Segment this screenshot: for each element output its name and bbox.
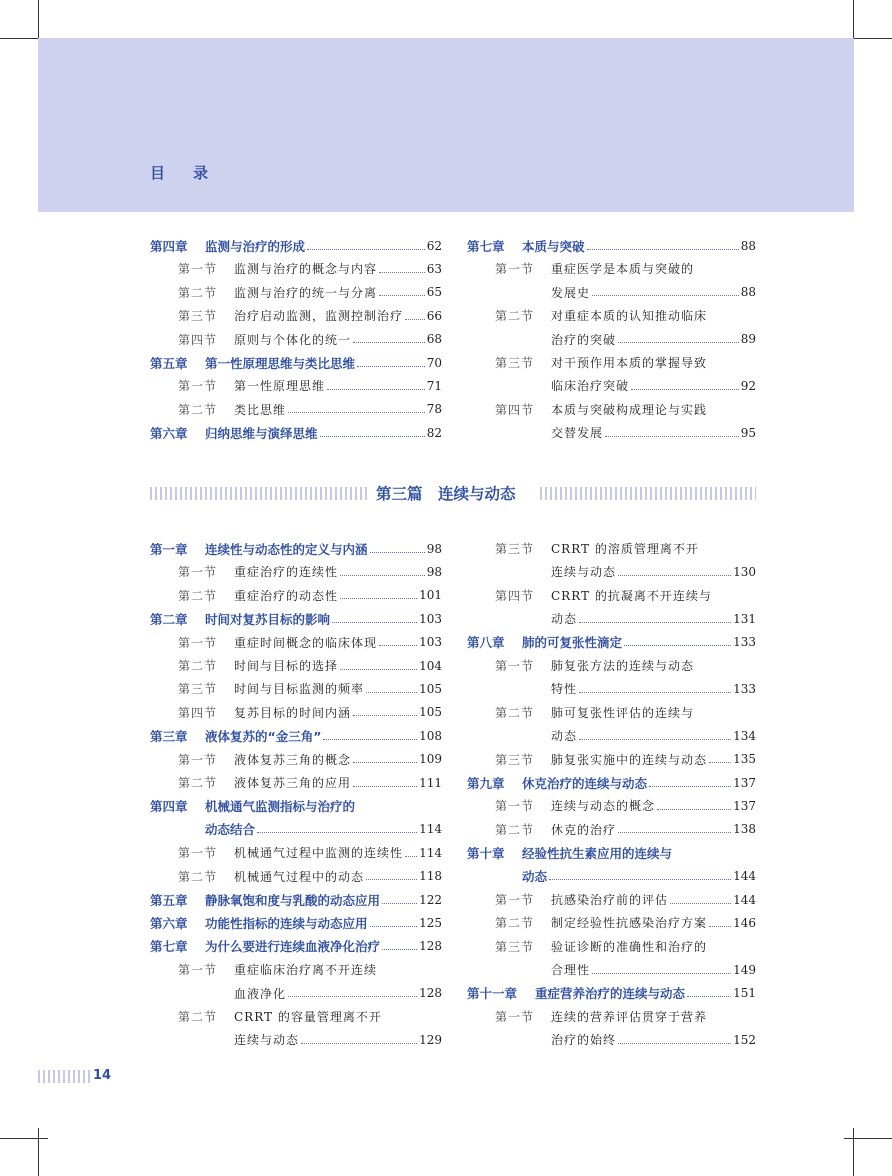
dot-leader (618, 831, 731, 833)
toc-text: 功能性指标的连续与动态应用 (205, 915, 368, 931)
page-ref: 109 (419, 752, 442, 767)
toc-label: 第八章 (467, 635, 505, 651)
toc-entry[interactable] (551, 421, 756, 444)
toc-text: 监测与治疗的概念与内容 (234, 262, 378, 277)
title-char: 目 (150, 164, 166, 182)
toc-label: 第五章 (150, 355, 188, 371)
toc-text: 静脉氧饱和度与乳酸的动态应用 (205, 892, 381, 908)
title-char: 录 (193, 164, 209, 182)
page-ref: 133 (733, 635, 756, 650)
toc-label: 第二节 (178, 1010, 218, 1024)
toc-entry[interactable] (522, 865, 756, 888)
toc-entry[interactable] (205, 818, 442, 841)
toc-entry[interactable] (551, 677, 756, 700)
part-heading (150, 480, 756, 506)
toc-entry[interactable] (178, 398, 442, 421)
page-ref: 88 (740, 285, 756, 300)
page-ref: 103 (419, 611, 442, 626)
toc-entry[interactable] (467, 234, 756, 257)
page-ref: 134 (733, 728, 756, 743)
toc-text: 液体复苏的“金三角” (205, 728, 322, 744)
dot-leader (353, 761, 417, 763)
toc-text: 为什么要进行连续血液净化治疗 (205, 939, 381, 955)
toc-text: 临床治疗突破 (551, 379, 630, 394)
dot-leader (288, 995, 417, 997)
toc-label: 第十章 (467, 845, 505, 861)
toc-entry[interactable] (178, 654, 442, 677)
toc-label: 第十一章 (467, 986, 518, 1002)
page-ref: 149 (733, 962, 756, 977)
toc-entry[interactable] (150, 724, 442, 747)
toc-label: 第四节 (495, 588, 535, 603)
toc-entry[interactable] (495, 818, 756, 841)
dot-leader (579, 738, 731, 740)
toc-entry[interactable] (495, 911, 756, 934)
page-ref: 152 (733, 1032, 756, 1047)
toc-entry[interactable] (467, 982, 756, 1005)
toc-text: 动态结合 (205, 822, 256, 838)
toc-label: 第五章 (150, 892, 188, 908)
crop-mark (0, 1138, 48, 1139)
toc-text: 连续与动态 (234, 1033, 300, 1048)
page-ref: 138 (733, 822, 756, 837)
dot-leader (618, 341, 739, 343)
toc-label: 第一节 (178, 262, 218, 277)
dot-leader (579, 621, 731, 623)
toc-entry[interactable] (150, 794, 442, 817)
toc-text: 监测与治疗的统一与分离 (234, 285, 378, 300)
page-ref: 130 (733, 564, 756, 579)
toc-entry[interactable] (150, 351, 442, 374)
toc-text: 原则与个体化的统一 (234, 332, 352, 347)
dot-leader (288, 411, 425, 413)
toc-text: 特性 (551, 682, 578, 697)
toc-text: CRRT 的抗凝离不开连续与 (551, 588, 712, 603)
toc-text: 肺的可复张性滴定 (522, 635, 623, 651)
dot-leader (587, 248, 739, 250)
page-ref: 82 (426, 425, 442, 440)
dot-leader (366, 878, 417, 880)
toc-label: 第二节 (495, 916, 535, 931)
toc-text: 交替发展 (551, 426, 604, 441)
toc-label: 第二节 (178, 776, 218, 790)
toc-label: 第一章 (150, 541, 188, 557)
page-ref: 128 (419, 939, 442, 954)
toc-entry[interactable] (551, 958, 756, 981)
dot-leader (605, 435, 739, 437)
toc-text: 重症营养治疗的连续与动态 (535, 986, 686, 1002)
page-title (150, 162, 208, 183)
toc-label: 第七章 (467, 238, 505, 254)
toc-entry[interactable] (234, 1028, 442, 1051)
toc-label: 第一节 (495, 1010, 535, 1024)
toc-text: 重症医学是本质与突破的 (551, 262, 695, 277)
toc-text: 液体复苏三角的应用 (234, 776, 352, 790)
toc-text: CRRT 的容量管理离不开 (234, 1010, 382, 1024)
toc-entry[interactable] (150, 607, 442, 630)
page-ref: 114 (419, 845, 442, 860)
dot-leader (370, 551, 425, 553)
toc-text: 时间与目标的选择 (234, 659, 339, 673)
toc-label: 第七章 (150, 939, 188, 955)
toc-text: 重症时间概念的临床体现 (234, 635, 378, 650)
toc-entry[interactable] (234, 982, 442, 1005)
toc-text: 血液净化 (234, 986, 287, 1001)
toc-entry[interactable] (495, 654, 756, 677)
toc-text: 治疗的突破 (551, 332, 617, 347)
toc-entry[interactable] (551, 328, 756, 351)
toc-entry[interactable] (178, 1005, 442, 1028)
toc-entry[interactable] (495, 398, 756, 421)
toc-label: 第二节 (178, 285, 218, 300)
toc-text: 合理性 (551, 963, 591, 978)
toc-label: 第三节 (495, 542, 535, 556)
toc-label: 第四章 (150, 798, 188, 814)
toc-label: 第三节 (495, 939, 535, 954)
toc-text: 连续性与动态性的定义与内涵 (205, 541, 368, 557)
toc-label: 第一节 (495, 659, 535, 673)
page-ref: 70 (426, 355, 442, 370)
toc-label: 第三节 (178, 682, 218, 697)
dot-leader (379, 644, 417, 646)
page-ref: 144 (733, 869, 756, 884)
page-ref: 125 (419, 915, 442, 930)
toc-entry[interactable] (178, 304, 442, 327)
toc-text: 抗感染治疗前的评估 (551, 893, 669, 907)
toc-text: 发展史 (551, 285, 591, 300)
page-ref: 105 (419, 681, 442, 696)
page-ref: 105 (419, 705, 442, 720)
toc-label: 第九章 (467, 775, 505, 791)
crop-mark (853, 1128, 854, 1176)
dot-leader (340, 574, 425, 576)
page-ref: 68 (426, 332, 442, 347)
toc-label: 第一节 (495, 262, 535, 277)
page-ref: 62 (426, 238, 442, 253)
page-ref: 118 (419, 869, 442, 884)
dot-leader (370, 925, 418, 927)
page-ref: 144 (733, 892, 756, 907)
toc-label: 第六章 (150, 425, 188, 441)
dot-leader (657, 808, 731, 810)
page-ref: 98 (426, 564, 442, 579)
dot-leader (382, 902, 417, 904)
toc-label: 第一节 (178, 565, 218, 580)
toc-entry[interactable] (178, 257, 442, 280)
dot-leader (405, 855, 417, 857)
page-ref: 92 (740, 378, 756, 393)
toc-label: 第二节 (178, 402, 218, 417)
toc-text: 本质与突破构成理论与实践 (551, 402, 708, 417)
toc-entry[interactable] (551, 374, 756, 397)
part-title: 第三篇 连续与动态 (376, 485, 516, 503)
page-ref: 108 (419, 728, 442, 743)
dot-leader (320, 435, 425, 437)
dot-leader (687, 995, 731, 997)
toc-label: 第三章 (150, 728, 188, 744)
toc-entry[interactable] (178, 701, 442, 724)
header-band (38, 38, 854, 212)
page-ref: 128 (419, 986, 442, 1001)
toc-label: 第四节 (495, 402, 535, 417)
toc-label: 第四节 (178, 705, 218, 720)
toc-text: 类比思维 (234, 402, 287, 417)
toc-text: 动态 (522, 869, 548, 885)
dot-leader (379, 294, 425, 296)
toc-text: 动态 (551, 729, 578, 744)
toc-text: 连续与动态 (551, 565, 617, 580)
toc-entry[interactable] (495, 257, 756, 280)
page-ref: 133 (733, 681, 756, 696)
toc-entry[interactable] (495, 304, 756, 327)
page-ref: 88 (740, 238, 756, 253)
toc-text: 重症临床治疗离不开连续 (234, 963, 378, 978)
toc-entry[interactable] (467, 771, 756, 794)
toc-label: 第二节 (495, 309, 535, 324)
dot-leader (618, 1042, 731, 1044)
toc-label: 第四章 (150, 238, 188, 254)
page-ref: 89 (740, 332, 756, 347)
toc-text: 治疗启动监测，监测控制治疗 (234, 309, 404, 324)
dot-leader (670, 902, 731, 904)
toc-label: 第二节 (178, 659, 218, 673)
toc-label: 第一节 (178, 846, 218, 861)
toc-entry[interactable] (150, 421, 442, 444)
page-ref: 114 (419, 822, 442, 837)
dot-leader (618, 574, 731, 576)
toc-entry[interactable] (495, 537, 756, 560)
dot-leader (257, 831, 417, 833)
toc-text: 机械通气过程中的动态 (234, 869, 365, 884)
toc-text: CRRT 的溶质管理离不开 (551, 542, 699, 556)
toc-text: 制定经验性抗感染治疗方案 (551, 916, 708, 931)
dot-leader (353, 714, 417, 716)
dot-leader (340, 668, 417, 670)
dot-leader (579, 691, 731, 693)
toc-entry[interactable] (178, 584, 442, 607)
toc-text: 时间与目标监测的频率 (234, 682, 365, 697)
dot-leader (366, 691, 417, 693)
toc-entry[interactable] (495, 1005, 756, 1028)
toc-text: 第一性原理思维 (234, 379, 326, 394)
toc-text: 本质与突破 (522, 238, 585, 254)
toc-text: 动态 (551, 612, 578, 627)
decor-stripes (150, 487, 368, 500)
dot-leader (709, 925, 731, 927)
dot-leader (327, 388, 425, 390)
toc-entry[interactable] (467, 841, 756, 864)
page-ref: 151 (733, 986, 756, 1001)
toc-label: 第四节 (178, 332, 218, 347)
toc-entry[interactable] (551, 1028, 756, 1051)
toc-text: 归纳思维与演绎思维 (205, 425, 318, 441)
toc-entry[interactable] (150, 888, 442, 911)
toc-label: 第一节 (178, 635, 218, 650)
toc-entry[interactable] (150, 935, 442, 958)
dot-leader (323, 738, 417, 740)
toc-text: 肺复张实施中的连续与动态 (551, 752, 708, 767)
toc-text: 连续与动态的概念 (551, 799, 656, 814)
toc-entry[interactable] (495, 351, 756, 374)
toc-label: 第一节 (495, 893, 535, 907)
toc-entry[interactable] (178, 748, 442, 771)
toc-entry[interactable] (150, 234, 442, 257)
toc-text: 机械通气监测指标与治疗的 (205, 798, 356, 814)
toc-label: 第二节 (495, 822, 535, 837)
toc-text: 对干预作用本质的掌握导致 (551, 356, 708, 370)
toc-text: 重症治疗的连续性 (234, 565, 339, 580)
toc-label: 第二节 (178, 869, 218, 884)
toc-text: 休克治疗的连续与动态 (522, 775, 648, 791)
toc-text: 连续的营养评估贯穿于营养 (551, 1010, 708, 1024)
dot-leader (332, 621, 417, 623)
toc-text: 经验性抗生素应用的连续与 (522, 845, 673, 861)
page-ref: 66 (426, 308, 442, 323)
page-ref: 78 (426, 402, 442, 417)
dot-leader (624, 644, 731, 646)
toc-label: 第二章 (150, 611, 188, 627)
toc-label: 第六章 (150, 915, 188, 931)
toc-label: 第三节 (495, 356, 535, 370)
dot-leader (382, 948, 417, 950)
toc-entry[interactable] (551, 560, 756, 583)
toc-entry[interactable] (495, 794, 756, 817)
toc-text: 休克的治疗 (551, 822, 617, 837)
page-ref: 103 (419, 635, 442, 650)
toc-text: 肺复张方法的连续与动态 (551, 659, 695, 673)
toc-entry[interactable] (495, 935, 756, 958)
crop-mark (38, 1128, 39, 1176)
page-ref: 101 (419, 588, 442, 603)
page-ref: 122 (419, 892, 442, 907)
toc-text: 监测与治疗的形成 (205, 238, 306, 254)
toc-label: 第一节 (178, 963, 218, 978)
toc-text: 重症治疗的动态性 (234, 588, 339, 603)
footer-stripes (38, 1070, 90, 1083)
toc-entry[interactable] (467, 631, 756, 654)
page-number: 14 (93, 1068, 112, 1083)
dot-leader (592, 972, 731, 974)
page-ref: 98 (426, 541, 442, 556)
toc-label: 第三节 (178, 309, 218, 324)
page-ref: 63 (426, 261, 442, 276)
toc-entry[interactable] (495, 888, 756, 911)
dot-leader (353, 341, 425, 343)
toc-entry[interactable] (178, 328, 442, 351)
dot-leader (709, 761, 731, 763)
page-ref: 111 (419, 775, 442, 790)
toc-entry[interactable] (178, 677, 442, 700)
dot-leader (405, 318, 425, 320)
dot-leader (649, 785, 731, 787)
dot-leader (631, 388, 739, 390)
page-ref: 137 (733, 775, 756, 790)
page-ref: 137 (733, 798, 756, 813)
toc-entry[interactable] (178, 771, 442, 794)
toc-label: 第一节 (178, 752, 218, 767)
dot-leader (340, 597, 417, 599)
toc-entry[interactable] (178, 631, 442, 654)
toc-text: 时间对复苏目标的影响 (205, 611, 331, 627)
page-ref: 129 (419, 1032, 442, 1047)
dot-leader (353, 785, 417, 787)
toc-entry[interactable] (495, 748, 756, 771)
toc-entry[interactable] (178, 841, 442, 864)
toc-label: 第一节 (178, 379, 218, 394)
toc-text: 机械通气过程中监测的连续性 (234, 846, 404, 861)
page-ref: 65 (426, 285, 442, 300)
toc-text: 治疗的始终 (551, 1033, 617, 1048)
page-ref: 71 (426, 378, 442, 393)
toc-entry[interactable] (495, 584, 756, 607)
page-ref: 104 (419, 658, 442, 673)
toc-label: 第二节 (495, 705, 535, 720)
crop-mark (844, 1138, 892, 1139)
toc-entry[interactable] (551, 607, 756, 630)
toc-entry[interactable] (551, 724, 756, 747)
toc-label: 第一节 (495, 799, 535, 814)
toc-entry[interactable] (551, 281, 756, 304)
toc-text: 第一性原理思维与类比思维 (205, 355, 356, 371)
page-ref: 131 (733, 611, 756, 626)
dot-leader (549, 878, 731, 880)
toc-entry[interactable] (178, 560, 442, 583)
toc-entry[interactable] (178, 374, 442, 397)
toc-entry[interactable] (178, 958, 442, 981)
dot-leader (357, 365, 425, 367)
dot-leader (307, 248, 425, 250)
toc-label: 第三节 (495, 752, 535, 767)
toc-label: 第二节 (178, 588, 218, 603)
dot-leader (592, 294, 739, 296)
toc-entry[interactable] (178, 865, 442, 888)
page-ref: 135 (733, 752, 756, 767)
page-ref: 146 (733, 915, 756, 930)
toc-text: 肺可复张性评估的连续与 (551, 705, 695, 720)
dot-leader (379, 271, 425, 273)
toc-entry[interactable] (150, 537, 442, 560)
toc-entry[interactable] (178, 281, 442, 304)
toc-text: 验证诊断的准确性和治疗的 (551, 939, 708, 954)
decor-stripes (540, 487, 756, 500)
dot-leader (301, 1042, 417, 1044)
page-ref: 95 (740, 425, 756, 440)
toc-text: 对重症本质的认知推动临床 (551, 309, 708, 324)
toc-text: 复苏目标的时间内涵 (234, 705, 352, 720)
toc-entry[interactable] (150, 911, 442, 934)
toc-entry[interactable] (495, 701, 756, 724)
toc-text: 液体复苏三角的概念 (234, 752, 352, 767)
